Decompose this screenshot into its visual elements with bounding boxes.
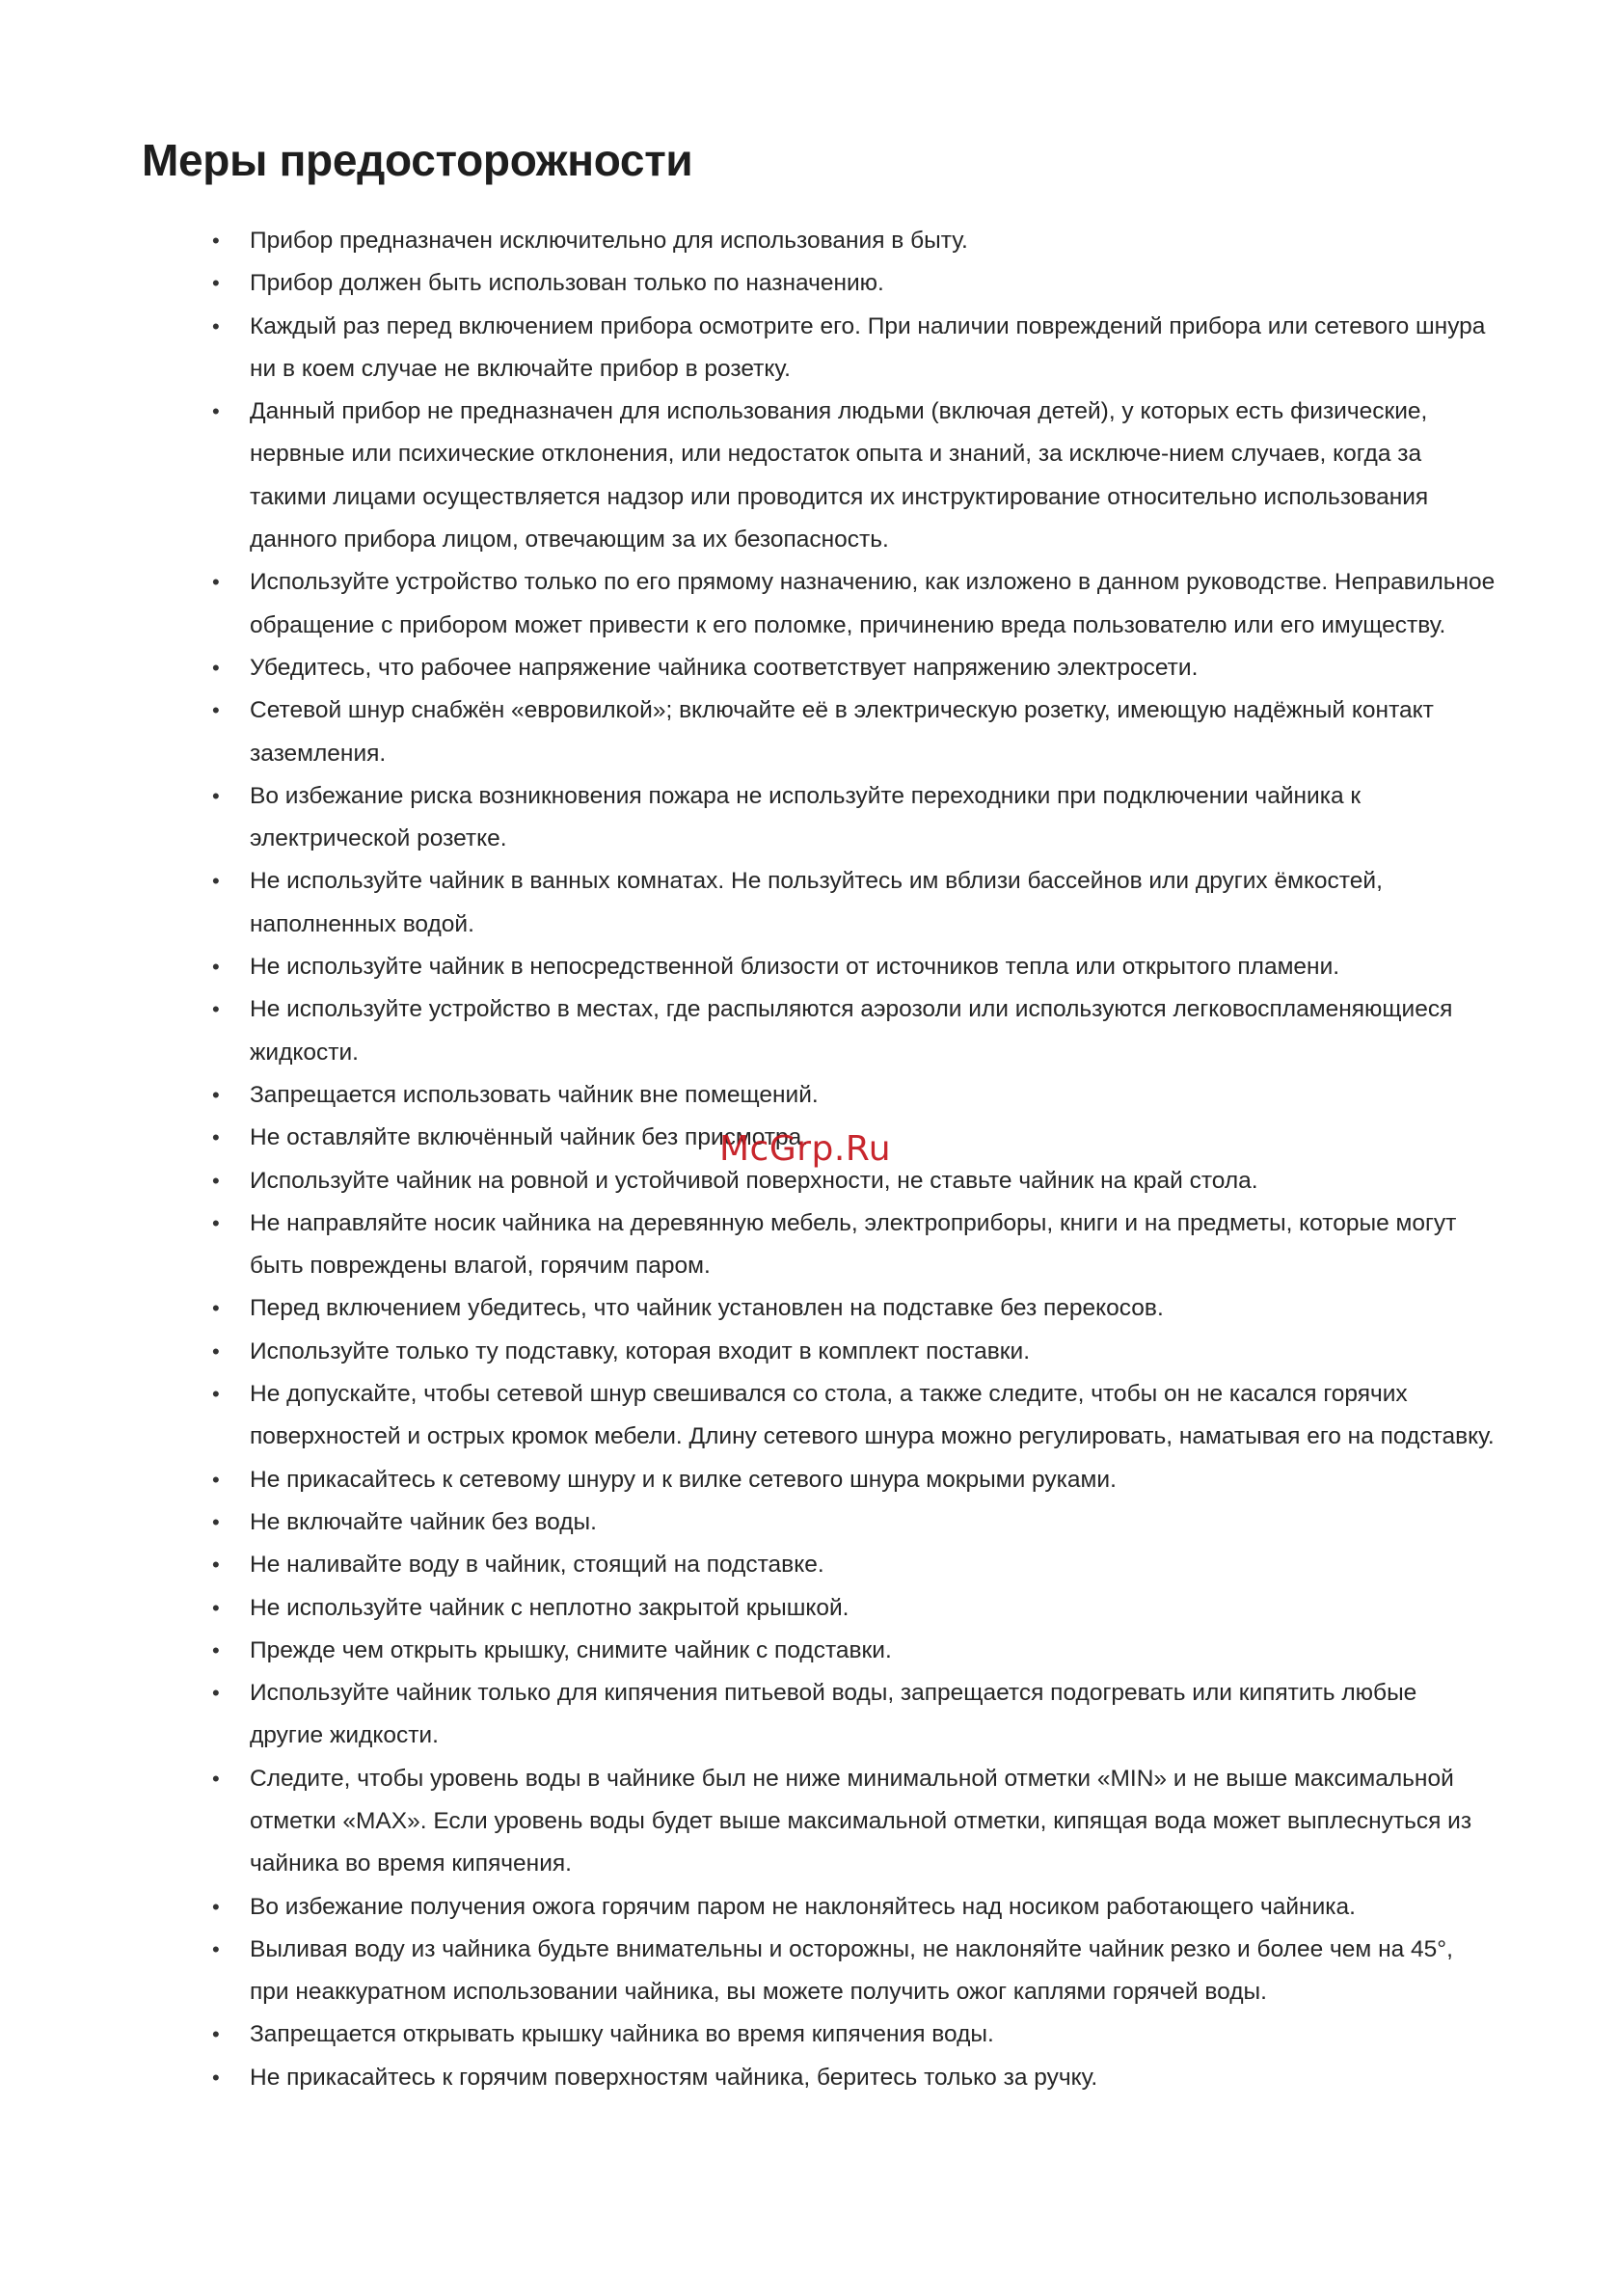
list-item-text: Во избежание получения ожога горячим паром не наклоняйтесь над носиком работающего чайника. — [250, 1893, 1356, 1920]
page-title: Меры предосторожности — [142, 135, 693, 185]
list-item-text: Запрещается открывать крышку чайника во время кипячения воды. — [250, 2021, 994, 2048]
list-item — [213, 775, 1496, 861]
bullet-icon: • — [212, 399, 220, 424]
list-item-text: Используйте устройство только по его прямому назначению, как изложено в данном руководстве. Неправильное обращение с прибором может привести к его поломке, причинению вреда пользователю или его имуществу. — [250, 569, 1496, 638]
bullet-icon: • — [212, 1338, 220, 1364]
bullet-icon: • — [212, 2022, 220, 2047]
bullet-icon: • — [212, 655, 220, 680]
bullet-icon: • — [212, 1936, 220, 1961]
list-item — [213, 1672, 1496, 1758]
list-item — [213, 1587, 1496, 1630]
bullet-icon: • — [212, 698, 220, 723]
bullet-icon: • — [212, 313, 220, 338]
bullet-icon: • — [212, 1467, 220, 1492]
bullet-icon: • — [212, 1681, 220, 1706]
bullet-icon: • — [212, 1509, 220, 1534]
list-item-text: Прежде чем открыть крышку, снимите чайник с подставки. — [250, 1636, 892, 1663]
list-item-text: Каждый раз перед включением прибора осмотрите его. При наличии повреждений прибора или сетевого шнура ни в коем случае не включайте прибор в розетку. — [250, 312, 1486, 382]
list-item — [213, 391, 1496, 561]
bullet-icon: • — [212, 1210, 220, 1235]
list-item-text: Убедитесь, что рабочее напряжение чайника соответствует напряжению электросети. — [250, 654, 1199, 681]
list-item — [213, 1886, 1496, 1929]
list-item-text: Во избежание риска возникновения пожара не используйте переходники при подключении чайника к электрической розетке. — [250, 782, 1362, 852]
list-item — [213, 1373, 1496, 1459]
list-item — [213, 1544, 1496, 1586]
list-item — [213, 1202, 1496, 1288]
list-item-text: Не наливайте воду в чайник, стоящий на подставке. — [250, 1552, 824, 1579]
bullet-icon: • — [212, 1766, 220, 1791]
list-item — [213, 1758, 1496, 1886]
list-item — [213, 946, 1496, 988]
watermark-text: McGrp.Ru — [719, 1129, 892, 1169]
list-item-text: Используйте чайник только для кипячения питьевой воды, запрещается подогревать или кипятить любые другие жидкости. — [250, 1680, 1417, 1749]
list-item — [213, 1630, 1496, 1672]
bullet-icon: • — [212, 997, 220, 1022]
bullet-icon: • — [212, 1553, 220, 1578]
bullet-icon: • — [212, 1082, 220, 1107]
list-item-text: Не используйте чайник в непосредственной близости от источников тепла или открытого пламени. — [250, 954, 1340, 981]
list-item — [213, 220, 1496, 262]
bullet-icon: • — [212, 1296, 220, 1321]
list-item — [213, 1331, 1496, 1373]
bullet-icon: • — [212, 1168, 220, 1193]
list-item-text: Не прикасайтесь к горячим поверхностям чайника, беритесь только за ручку. — [250, 2064, 1098, 2091]
bullet-icon: • — [212, 783, 220, 808]
list-item — [213, 1074, 1496, 1117]
bullet-icon: • — [212, 1894, 220, 1919]
list-item-text: Не допускайте, чтобы сетевой шнур свешивался со стола, а также следите, чтобы он не касался горячих поверхностей и острых кромок мебели. Длину сетевого шнура можно регулировать, наматывая его на подставку. — [250, 1381, 1495, 1450]
bullet-icon: • — [212, 229, 220, 253]
list-item-text: Перед включением убедитесь, что чайник установлен на подставке без перекосов. — [250, 1295, 1164, 1322]
list-item-text: Не направляйте носик чайника на деревянную мебель, электроприборы, книги и на предметы, которые могут быть повреждены влагой, горячим паром. — [250, 1209, 1457, 1280]
list-item — [213, 2013, 1496, 2056]
list-item-text: Следите, чтобы уровень воды в чайнике был не ниже минимальной отметки «MIN» и не выше максимальной отметки «MAX». Если уровень воды будет выше максимальной отметки, кипящая вода может выплеснуться из чайника во время кипячения. — [250, 1765, 1472, 1877]
list-item — [213, 1501, 1496, 1544]
list-item — [213, 647, 1496, 689]
bullet-icon: • — [212, 2065, 220, 2090]
list-item-text: Сетевой шнур снабжён «евровилкой»; включайте её в электрическую розетку, имеющую надёжный контакт заземления. — [250, 697, 1434, 767]
bullet-icon: • — [212, 570, 220, 595]
list-item-text: Не прикасайтесь к сетевому шнуру и к вилке сетевого шнура мокрыми руками. — [250, 1466, 1117, 1493]
list-item — [213, 561, 1496, 647]
list-item — [213, 306, 1496, 392]
list-item — [213, 1459, 1496, 1501]
list-item — [213, 1287, 1496, 1330]
list-item-text: Прибор должен быть использован только по назначению. — [250, 270, 884, 297]
list-item — [213, 262, 1496, 305]
list-item-text: Прибор предназначен исключительно для использования в быту. — [250, 228, 968, 254]
list-item-text: Не используйте чайник с неплотно закрытой крышкой. — [250, 1594, 849, 1621]
list-item-text: Не оставляйте включённый чайник без присмотра. — [250, 1124, 809, 1151]
bullet-icon: • — [212, 869, 220, 894]
list-item — [213, 1929, 1496, 2014]
list-item-text: Данный прибор не предназначен для использования людьми (включая детей), у которых есть физические, нервные или психические отклонения, или недостаток опыта и знаний, за исключе-нием случаев, когда за такими лицами осуществляется надзор или проводится их инструктирование относительно использования данного прибора лицом, отвечающим за их безопасность. — [250, 398, 1429, 554]
list-item — [213, 860, 1496, 946]
list-item-text: Выливая воду из чайника будьте внимательны и осторожны, не наклоняйте чайник резко и более чем на 45°, при неаккуратном использовании чайника, вы можете получить ожог каплями горячей воды. — [250, 1935, 1453, 2006]
bullet-icon: • — [212, 1595, 220, 1620]
bullet-icon: • — [212, 271, 220, 296]
list-item-text: Запрещается использовать чайник вне помещений. — [250, 1081, 819, 1108]
list-item-text: Не используйте устройство в местах, где распыляются аэрозоли или используются легковоспламеняющиеся жидкости. — [250, 996, 1453, 1066]
list-item-text: Используйте только ту подставку, которая входит в комплект поставки. — [250, 1337, 1031, 1364]
list-item-text: Не включайте чайник без воды. — [250, 1508, 597, 1535]
bullet-icon: • — [212, 1637, 220, 1662]
list-item — [213, 988, 1496, 1074]
bullet-icon: • — [212, 1382, 220, 1407]
list-item — [213, 689, 1496, 775]
list-item-text: Используйте чайник на ровной и устойчивой поверхности, не ставьте чайник на край стола. — [250, 1167, 1258, 1194]
list-item — [213, 2057, 1496, 2099]
list-item-text: Не используйте чайник в ванных комнатах. Не пользуйтесь им вблизи бассейнов или других ёмкостей, наполненных водой. — [250, 868, 1383, 937]
bullet-icon: • — [212, 955, 220, 980]
bullet-icon: • — [212, 1125, 220, 1150]
